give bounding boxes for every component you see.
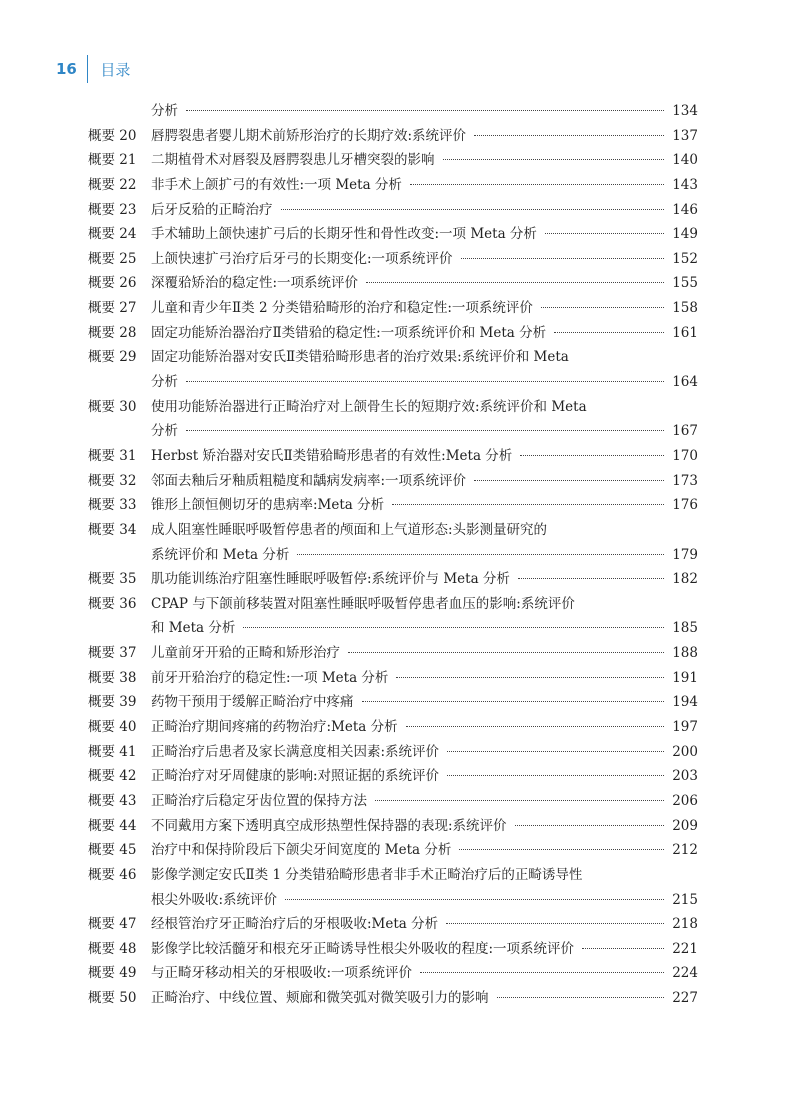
toc-entry-label: 概要 36	[88, 595, 137, 612]
toc-entry	[88, 345, 698, 370]
toc-entry-continuation	[88, 419, 698, 444]
toc-entry	[88, 395, 698, 420]
toc-entry	[88, 567, 698, 592]
toc-entry	[88, 247, 698, 272]
toc-page-number: 227	[672, 990, 698, 1007]
toc-entry-title-continued: 系统评价和 Meta 分析	[151, 546, 290, 563]
toc-entry-title: 正畸治疗、中线位置、颊廊和微笑弧对微笑吸引力的影响	[151, 990, 489, 1007]
toc-page-number: 206	[672, 792, 698, 809]
toc-entry-title: 不同戴用方案下透明真空成形热塑性保持器的表现:系统评价	[151, 817, 507, 834]
toc-entry	[88, 986, 698, 1011]
dot-leader	[474, 478, 664, 481]
toc-entry-label: 概要 35	[88, 571, 137, 588]
toc-entry-label: 概要 44	[88, 817, 137, 834]
dot-leader	[518, 576, 664, 579]
dot-leader	[582, 946, 664, 949]
toc-entry-title-continued: 和 Meta 分析	[151, 620, 236, 637]
toc-page-number: 191	[672, 669, 698, 686]
toc-entry	[88, 124, 698, 149]
toc-entry-title: 经根管治疗牙正畸治疗后的牙根吸收:Meta 分析	[151, 916, 439, 933]
toc-page-number: 134	[672, 103, 698, 119]
toc-page-number: 152	[672, 250, 698, 267]
toc-entry-label: 概要 37	[88, 645, 137, 662]
toc-page-number: 203	[672, 768, 698, 785]
toc-entry	[88, 592, 698, 617]
table-of-contents	[88, 99, 698, 1011]
page-header	[56, 54, 130, 84]
toc-entry-title: 药物干预用于缓解正畸治疗中疼痛	[151, 694, 354, 711]
section-title: 目录	[100, 60, 131, 79]
toc-entry-title: CPAP 与下颌前移装置对阻塞性睡眠呼吸暂停患者血压的影响:系统评价	[151, 595, 575, 612]
dot-leader	[186, 428, 664, 431]
dot-leader	[392, 502, 664, 505]
toc-entry-title: 正畸治疗后稳定牙齿位置的保持方法	[151, 792, 367, 809]
toc-entry-title: 儿童前牙开𬌗的正畸和矫形治疗	[151, 645, 340, 662]
toc-entry-label: 概要 22	[88, 176, 137, 193]
dot-leader	[447, 773, 664, 776]
toc-page-number: 209	[672, 817, 698, 834]
toc-page-number: 182	[672, 571, 698, 588]
toc-entry-label: 概要 31	[88, 447, 137, 464]
toc-entry-label: 概要 29	[88, 349, 137, 366]
toc-entry-label: 概要 48	[88, 940, 137, 957]
dot-leader	[186, 379, 664, 382]
toc-entry-title: 非手术上颌扩弓的有效性:一项 Meta 分析	[151, 176, 402, 193]
toc-entry-continuation	[88, 616, 698, 641]
toc-entry-title: 固定功能矫治器对安氏Ⅱ类错𬌗畸形患者的治疗效果:系统评价和 Meta	[151, 349, 569, 366]
toc-entry	[88, 148, 698, 173]
toc-entry	[88, 690, 698, 715]
toc-entry-label: 概要 33	[88, 497, 137, 514]
toc-entry	[88, 715, 698, 740]
toc-entry	[88, 814, 698, 839]
toc-entry-title-continued: 分析	[151, 374, 178, 391]
toc-page-number: 155	[672, 275, 698, 292]
dot-leader	[410, 182, 664, 185]
toc-entry-label: 概要 40	[88, 719, 137, 736]
toc-entry-label: 概要 50	[88, 990, 137, 1007]
toc-page-number: 224	[672, 965, 698, 982]
toc-entry-title: 上颌快速扩弓治疗后牙弓的长期变化:一项系统评价	[151, 250, 453, 267]
toc-entry-label: 概要 41	[88, 743, 137, 760]
toc-entry	[88, 863, 698, 888]
dot-leader	[545, 231, 664, 234]
toc-page-number: 140	[672, 152, 698, 169]
toc-entry-title: 影像学测定安氏Ⅱ类 1 分类错𬌗畸形患者非手术正畸治疗后的正畸诱导性	[151, 866, 583, 883]
dot-leader	[515, 823, 665, 826]
toc-page-number: 200	[672, 743, 698, 760]
toc-entry	[88, 838, 698, 863]
toc-entry-title: 使用功能矫治器进行正畸治疗对上颌骨生长的短期疗效:系统评价和 Meta	[151, 398, 587, 415]
dot-leader	[474, 133, 664, 136]
toc-entry	[88, 173, 698, 198]
toc-page-number: 188	[672, 645, 698, 662]
toc-page-number: 164	[672, 374, 698, 391]
toc-page-number: 167	[672, 423, 698, 440]
toc-page-number: 185	[672, 620, 698, 637]
dot-leader	[461, 256, 665, 259]
toc-entry-label: 概要 49	[88, 965, 137, 982]
toc-entry	[88, 222, 698, 247]
dot-leader	[520, 453, 664, 456]
dot-leader	[406, 724, 665, 727]
dot-leader	[443, 157, 665, 160]
dot-leader	[554, 330, 664, 333]
toc-page-number: 221	[672, 940, 698, 957]
toc-entry-title: 正畸治疗对牙周健康的影响:对照证据的系统评价	[151, 768, 440, 785]
toc-entry-label: 概要 43	[88, 792, 137, 809]
toc-entry-label: 概要 46	[88, 866, 137, 883]
toc-entry	[88, 271, 698, 296]
toc-entry-title: 儿童和青少年Ⅱ类 2 分类错𬌗畸形的治疗和稳定性:一项系统评价	[151, 300, 533, 317]
dot-leader	[420, 970, 664, 973]
toc-entry-label: 概要 47	[88, 916, 137, 933]
toc-entry	[88, 789, 698, 814]
dot-leader	[281, 207, 665, 210]
toc-entry-title: 与正畸牙移动相关的牙根吸收:一项系统评价	[151, 965, 413, 982]
toc-entry	[88, 469, 698, 494]
toc-entry-title: 正畸治疗后患者及家长满意度相关因素:系统评价	[151, 743, 440, 760]
toc-entry-label: 概要 27	[88, 300, 137, 317]
toc-entry-label: 概要 30	[88, 398, 137, 415]
toc-page-number: 158	[672, 300, 698, 317]
toc-entry-title: 前牙开𬌗治疗的稳定性:一项 Meta 分析	[151, 669, 389, 686]
toc-entry	[88, 444, 698, 469]
toc-entry	[88, 961, 698, 986]
toc-page-number: 176	[672, 497, 698, 514]
toc-entry	[88, 666, 698, 691]
dot-leader	[366, 280, 664, 283]
dot-leader	[497, 995, 665, 998]
toc-entry	[88, 641, 698, 666]
toc-entry-title: 固定功能矫治器治疗Ⅱ类错𬌗的稳定性:一项系统评价和 Meta 分析	[151, 324, 547, 341]
dot-leader	[446, 921, 664, 924]
toc-page-number: 179	[672, 546, 698, 563]
toc-entry-label: 概要 26	[88, 275, 137, 292]
toc-entry	[88, 518, 698, 543]
toc-page-number: 173	[672, 472, 698, 489]
toc-page-number: 197	[672, 719, 698, 736]
toc-page-number: 218	[672, 916, 698, 933]
toc-page-number: 194	[672, 694, 698, 711]
toc-page-number: 170	[672, 447, 698, 464]
toc-entry-title: 邻面去釉后牙釉质粗糙度和龋病发病率:一项系统评价	[151, 472, 467, 489]
toc-page-number: 146	[672, 201, 698, 218]
toc-page-number: 161	[672, 324, 698, 341]
toc-entry-label: 概要 39	[88, 694, 137, 711]
toc-entry	[88, 740, 698, 765]
dot-leader	[447, 749, 664, 752]
toc-entry-label: 概要 23	[88, 201, 137, 218]
dot-leader	[396, 675, 664, 678]
toc-entry-title: 手术辅助上颌快速扩弓后的长期牙性和骨性改变:一项 Meta 分析	[151, 226, 537, 243]
toc-entry-title-continued: 分析	[151, 423, 178, 440]
toc-entry-title: 肌功能训练治疗阻塞性睡眠呼吸暂停:系统评价与 Meta 分析	[151, 571, 510, 588]
toc-entry	[88, 198, 698, 223]
dot-leader	[285, 897, 664, 900]
toc-entry-title: 治疗中和保持阶段后下颌尖牙间宽度的 Meta 分析	[151, 842, 452, 859]
toc-entry-continuation	[88, 888, 698, 913]
dot-leader	[375, 798, 664, 801]
page-number: 16	[56, 60, 77, 78]
toc-entry-label: 概要 38	[88, 669, 137, 686]
dot-leader	[362, 699, 665, 702]
toc-page-number: 215	[672, 891, 698, 908]
toc-entry-title: 唇腭裂患者婴儿期术前矫形治疗的长期疗效:系统评价	[151, 127, 467, 144]
toc-entry-label: 概要 21	[88, 152, 137, 169]
dot-leader	[459, 847, 664, 850]
toc-entry-label: 概要 42	[88, 768, 137, 785]
toc-entry-continuation	[88, 543, 698, 568]
dot-leader	[541, 305, 664, 308]
toc-entry-label: 概要 32	[88, 472, 137, 489]
toc-entry-label: 概要 25	[88, 250, 137, 267]
dot-leader	[297, 552, 664, 555]
toc-entry-label: 概要 45	[88, 842, 137, 859]
toc-entry-continuation	[88, 99, 698, 124]
dot-leader	[243, 625, 664, 628]
header-divider	[87, 55, 89, 83]
toc-page-number: 212	[672, 842, 698, 859]
toc-page-number: 149	[672, 226, 698, 243]
toc-entry-title: 成人阻塞性睡眠呼吸暂停患者的颅面和上气道形态:头影测量研究的	[151, 521, 548, 538]
toc-entry-title: 锥形上颌恒侧切牙的患病率:Meta 分析	[151, 497, 385, 514]
toc-entry-label: 概要 20	[88, 127, 137, 144]
toc-entry	[88, 937, 698, 962]
toc-entry-title-continued: 分析	[151, 103, 178, 119]
toc-entry-label: 概要 34	[88, 521, 137, 538]
dot-leader	[348, 650, 664, 653]
toc-page-number: 137	[672, 127, 698, 144]
toc-entry	[88, 764, 698, 789]
toc-entry-title: 后牙反​𬌗​的正畸治疗	[151, 201, 273, 218]
toc-entry-label: 概要 24	[88, 226, 137, 243]
toc-entry-label: 概要 28	[88, 324, 137, 341]
toc-entry-title: 正畸治疗期间疼痛的药物治疗:Meta 分析	[151, 719, 398, 736]
toc-entry-title: 二期植骨术对唇裂及唇腭裂患儿牙槽突裂的影响	[151, 152, 435, 169]
toc-entry-title: 深覆𬌗矫治的稳定性:一项系统评价	[151, 275, 359, 292]
toc-entry-title-continued: 根尖外吸收:系统评价	[151, 891, 278, 908]
toc-entry-title: Herbst 矫治器对安氏Ⅱ类错𬌗畸形患者的有效性:Meta 分析	[151, 447, 513, 464]
toc-entry	[88, 296, 698, 321]
toc-page-number: 143	[672, 176, 698, 193]
dot-leader	[186, 108, 664, 111]
toc-entry	[88, 493, 698, 518]
toc-entry-continuation	[88, 370, 698, 395]
toc-entry-title: 影像学比较活髓牙和根充牙正畸诱导性根尖外吸收的程度:一项系统评价	[151, 940, 575, 957]
toc-entry	[88, 912, 698, 937]
toc-entry	[88, 321, 698, 346]
